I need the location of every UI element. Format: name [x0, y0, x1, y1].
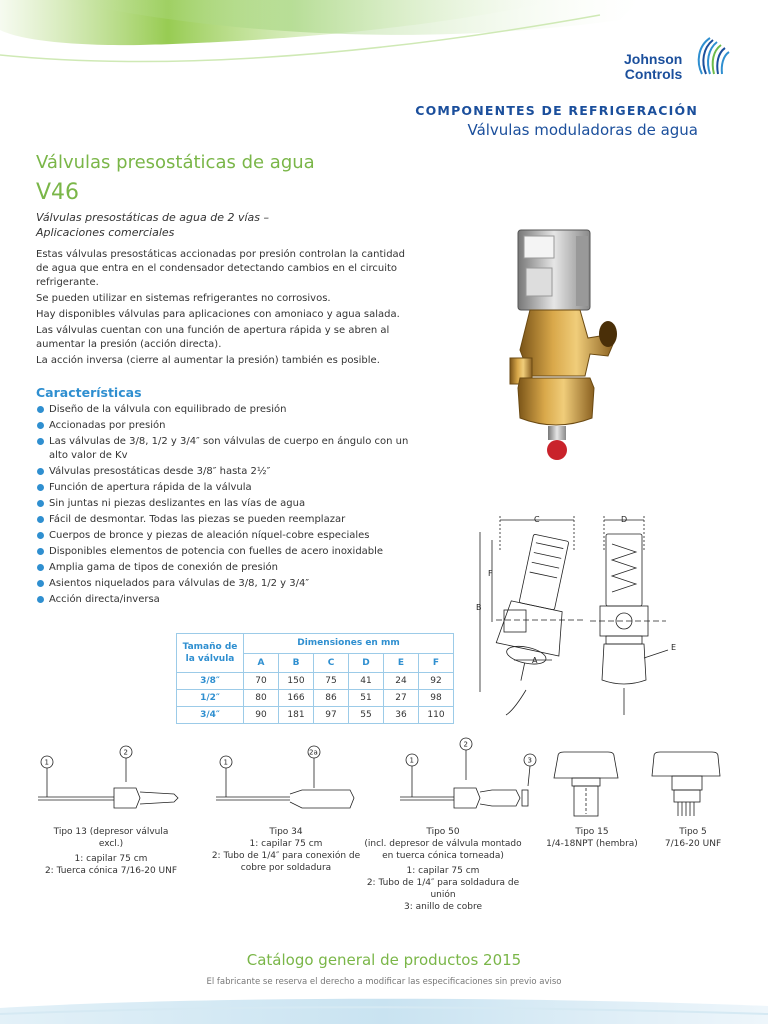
caption-title: Tipo 5 [679, 827, 707, 837]
size-column-header [177, 634, 244, 673]
list-item: Función de apertura rápida de la válvula [36, 481, 416, 495]
list-item: Fácil de desmontar. Todas las piezas se pueden reemplazar [36, 513, 416, 527]
connection-type13-caption [36, 826, 186, 877]
connection-type15-drawing [552, 748, 626, 824]
callout-number: 1 [44, 758, 49, 767]
callout-number: 1 [409, 756, 414, 765]
table-cell: 51 [349, 690, 384, 707]
tagline-line2: Aplicaciones comerciales [36, 226, 175, 239]
dimensions-group-header: Dimensiones en mm [244, 634, 454, 654]
description-paragraph: Las válvulas cuentan con una función de apertura rápida y se abren al aumentar la presión (acción directa). [36, 325, 390, 350]
column-header: F [419, 653, 454, 673]
connection-type5-drawing [648, 748, 728, 824]
dimension-label-f: F [488, 569, 493, 578]
connection-type13-drawing [34, 742, 194, 822]
brand-logo-icon [694, 34, 734, 78]
connection-type34-caption [200, 826, 372, 874]
footer-title: Catálogo general de productos 2015 [246, 951, 522, 969]
caption-line: 2: Tubo de 1/4″ para soldadura de [366, 878, 520, 888]
section-subtitle: Válvulas moduladoras de agua [467, 121, 698, 139]
product-tagline [36, 210, 269, 240]
size-header-line: la válvula [185, 654, 235, 664]
description-paragraph: Hay disponibles válvulas para aplicaciones con amoniaco y agua salada. [36, 309, 400, 320]
callout-number: 2 [123, 748, 128, 757]
table-cell: 110 [419, 707, 454, 724]
caption-line: 2: Tubo de 1/4″ para conexión de [211, 851, 361, 861]
features-list [36, 403, 416, 609]
caption-line: 7/16-20 UNF [664, 839, 722, 849]
caption-line: 1: capilar 75 cm [406, 866, 480, 876]
table-cell: 27 [384, 690, 419, 707]
caption-line: 2: Tuerca cónica 7/16-20 UNF [44, 866, 178, 876]
list-item: Diseño de la válvula con equilibrado de presión [36, 403, 416, 417]
size-header-line: Tamaño de [182, 642, 238, 652]
dimensions-table [176, 633, 454, 724]
table-cell: 90 [244, 707, 279, 724]
features-title: Características [36, 385, 142, 400]
table-cell: 80 [244, 690, 279, 707]
caption-line: 3: anillo de cobre [403, 902, 483, 912]
description-paragraph: Estas válvulas presostáticas accionadas por presión controlan la cantidad de agua que entra en el condensador detectando cambios en el circuito refrigerante. [36, 249, 406, 288]
table-cell: 92 [419, 673, 454, 690]
connection-type50-caption [358, 826, 528, 913]
list-item: Válvulas presostáticas desde 3/8″ hasta 2½″ [36, 465, 416, 479]
caption-line: 1/4-18NPT (hembra) [546, 839, 638, 849]
caption-title: Tipo 15 [575, 827, 609, 837]
caption-title: (incl. depresor de válvula montado [364, 839, 522, 849]
list-item: Las válvulas de 3/8, 1/2 y 3/4″ son válvulas de cuerpo en ángulo con un alto valor de Kv [36, 435, 416, 463]
callout-number: 2a [309, 748, 318, 757]
caption-line: unión [430, 890, 456, 900]
brand-line1: Johnson [624, 51, 683, 67]
connection-type50-drawing [396, 734, 556, 822]
section-title: COMPONENTES DE REFRIGERACIÓN [415, 103, 698, 118]
dimension-label-c: C [534, 515, 540, 524]
valve-dimension-drawing [466, 510, 716, 720]
table-cell: 181 [279, 707, 314, 724]
table-cell: 75 [314, 673, 349, 690]
connection-type34-drawing [210, 742, 370, 822]
table-cell: 24 [384, 673, 419, 690]
callout-number: 1 [223, 758, 228, 767]
table-row [177, 707, 454, 724]
callout-number: 2 [463, 740, 468, 749]
size-cell: 3/4″ [177, 707, 244, 724]
list-item: Acción directa/inversa [36, 593, 416, 607]
footer-swoosh [0, 990, 768, 1024]
description-paragraph: La acción inversa (cierre al aumentar la presión) también es posible. [36, 355, 380, 366]
description-paragraph: Se pueden utilizar en sistemas refrigerantes no corrosivos. [36, 293, 331, 304]
column-header: A [244, 653, 279, 673]
table-cell: 55 [349, 707, 384, 724]
list-item: Asientos niquelados para válvulas de 3/8, 1/2 y 3/4″ [36, 577, 416, 591]
column-header: E [384, 653, 419, 673]
column-header: C [314, 653, 349, 673]
caption-title: Tipo 13 (depresor válvula [53, 827, 169, 837]
list-item: Cuerpos de bronce y piezas de aleación níquel-cobre especiales [36, 529, 416, 543]
table-cell: 36 [384, 707, 419, 724]
table-cell: 150 [279, 673, 314, 690]
caption-line: 1: capilar 75 cm [74, 854, 148, 864]
tagline-line1: Válvulas presostáticas de agua de 2 vías – [36, 211, 269, 224]
connection-type15-caption [540, 826, 644, 850]
dimension-label-a: A [532, 656, 538, 665]
valve-product-photo [490, 218, 620, 462]
table-cell: 86 [314, 690, 349, 707]
list-item: Disponibles elementos de potencia con fuelles de acero inoxidable [36, 545, 416, 559]
caption-line: cobre por soldadura [240, 863, 332, 873]
column-header: B [279, 653, 314, 673]
dimension-label-e: E [671, 643, 677, 652]
dimension-label-b: B [476, 603, 482, 612]
dimension-label-d: D [621, 515, 628, 524]
table-cell: 41 [349, 673, 384, 690]
brand-line2: Controls [624, 66, 683, 82]
caption-title: en tuerca cónica torneada) [382, 851, 504, 861]
size-cell: 1/2″ [177, 690, 244, 707]
list-item: Amplia gama de tipos de conexión de presión [36, 561, 416, 575]
callout-number: 3 [527, 756, 532, 765]
caption-title: Tipo 34 [269, 827, 303, 837]
column-header: D [349, 653, 384, 673]
table-cell: 166 [279, 690, 314, 707]
table-row [177, 690, 454, 707]
list-item: Sin juntas ni piezas deslizantes en las vías de agua [36, 497, 416, 511]
caption-line: 1: capilar 75 cm [249, 839, 323, 849]
caption-title: excl.) [98, 839, 124, 849]
brand-logo-text [624, 52, 682, 82]
size-cell: 3/8″ [177, 673, 244, 690]
table-cell: 98 [419, 690, 454, 707]
product-heading: Válvulas presostáticas de agua [36, 152, 315, 173]
product-model: V46 [36, 180, 80, 205]
table-header-row [177, 634, 454, 654]
list-item: Accionadas por presión [36, 419, 416, 433]
table-cell: 70 [244, 673, 279, 690]
caption-title: Tipo 50 [426, 827, 460, 837]
footer-note: El fabricante se reserva el derecho a modificar las especificaciones sin previo aviso [206, 977, 562, 987]
table-row [177, 673, 454, 690]
table-cell: 97 [314, 707, 349, 724]
connection-type5-caption [646, 826, 740, 850]
